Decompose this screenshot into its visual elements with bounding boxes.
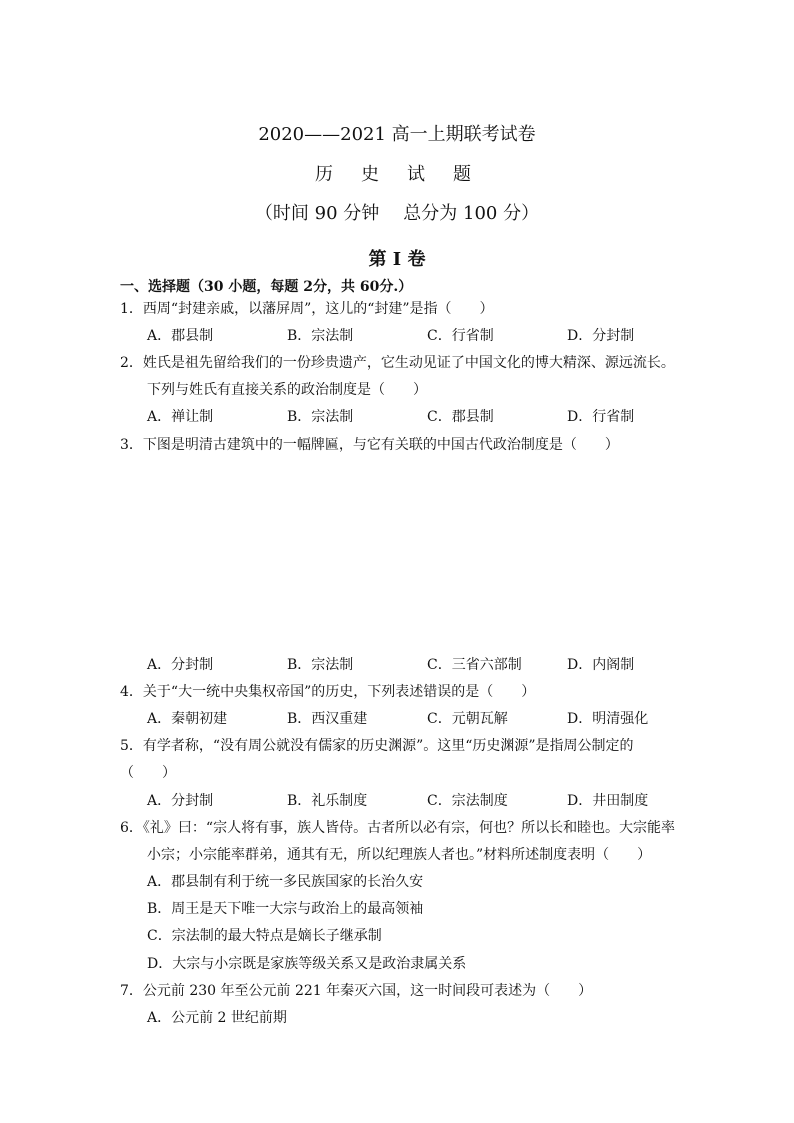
option-c: C．宗法制度 [427, 793, 508, 809]
total-score: 总分为 100 分） [403, 203, 540, 224]
option-d: D．井田制度 [567, 793, 649, 809]
question-stem: 3．下图是明清古建筑中的一幅牌匾，与它有关联的中国古代政治制度是（ ） [120, 437, 619, 453]
option-c: C．元朝瓦解 [427, 711, 508, 727]
option-c: C．行省制 [427, 328, 494, 344]
option-a: A．分封制 [147, 793, 214, 809]
plaque-image-placeholder [147, 462, 647, 637]
option-c: C．三省六部制 [427, 657, 522, 673]
option-d: D．分封制 [567, 328, 635, 344]
option-d: D．内阁制 [567, 657, 635, 673]
option-b: B．周王是天下唯一大宗与政治上的最高领袖 [147, 901, 424, 917]
exam-title: 2020——2021 高一上期联考试卷 [258, 124, 536, 145]
option-b: B．西汉重建 [287, 711, 368, 727]
question-stem: 7．公元前 230 年至公元前 221 年秦灭六国，这一时间段可表述为（ ） [120, 983, 593, 999]
option-a: A．分封制 [147, 657, 214, 673]
question-stem: 4．关于“大一统中央集权帝国”的历史，下列表述错误的是（ ） [120, 684, 536, 700]
question-stem: 5．有学者称，“没有周公就没有儒家的历史渊源”。这里“历史渊源”是指周公制定的 [120, 738, 634, 754]
option-a: A．郡县制有利于统一多民族国家的长治久安 [147, 874, 424, 890]
question-stem-continued: 下列与姓氏有直接关系的政治制度是（ ） [147, 382, 427, 398]
question-stem: 6．《礼》曰：“宗人将有事，族人皆侍。古者所以必有宗，何也？所以长和睦也。大宗能率 [120, 820, 676, 836]
option-b: B．礼乐制度 [287, 793, 368, 809]
option-a: A．禅让制 [147, 409, 214, 425]
question-stem: 2．姓氏是祖先留给我们的一份珍贵遗产，它生动见证了中国文化的博大精深、源远流长。 [120, 355, 675, 371]
subject-title: 历史试题 [315, 164, 499, 185]
question-stem-continued: （ ） [120, 765, 176, 781]
volume-heading: 第 I 卷 [368, 249, 426, 270]
option-d: D．明清强化 [567, 711, 649, 727]
option-b: B．宗法制 [287, 409, 354, 425]
option-b: B．宗法制 [287, 328, 354, 344]
option-c: C．宗法制的最大特点是嫡长子继承制 [147, 928, 382, 944]
option-c: C．郡县制 [427, 409, 494, 425]
option-b: B．宗法制 [287, 657, 354, 673]
option-d: D．大宗与小宗既是家族等级关系又是政治隶属关系 [147, 956, 467, 972]
exam-time-info [0, 199, 794, 225]
section-heading: 一、选择题（30 小题，每题 2分，共 60分.） [120, 279, 413, 295]
question-stem-continued: 小宗；小宗能率群弟，通其有无，所以纪理族人者也。”材料所述制度表明（ ） [147, 847, 652, 863]
time-limit: （时间 90 分钟 [254, 203, 380, 224]
option-d: D．行省制 [567, 409, 635, 425]
option-a: A．郡县制 [147, 328, 214, 344]
option-a: A．秦朝初建 [147, 711, 228, 727]
option-a: A．公元前 2 世纪前期 [147, 1010, 287, 1026]
question-stem: 1．西周“封建亲戚，以藩屏周”，这儿的“封建”是指（ ） [120, 301, 494, 317]
